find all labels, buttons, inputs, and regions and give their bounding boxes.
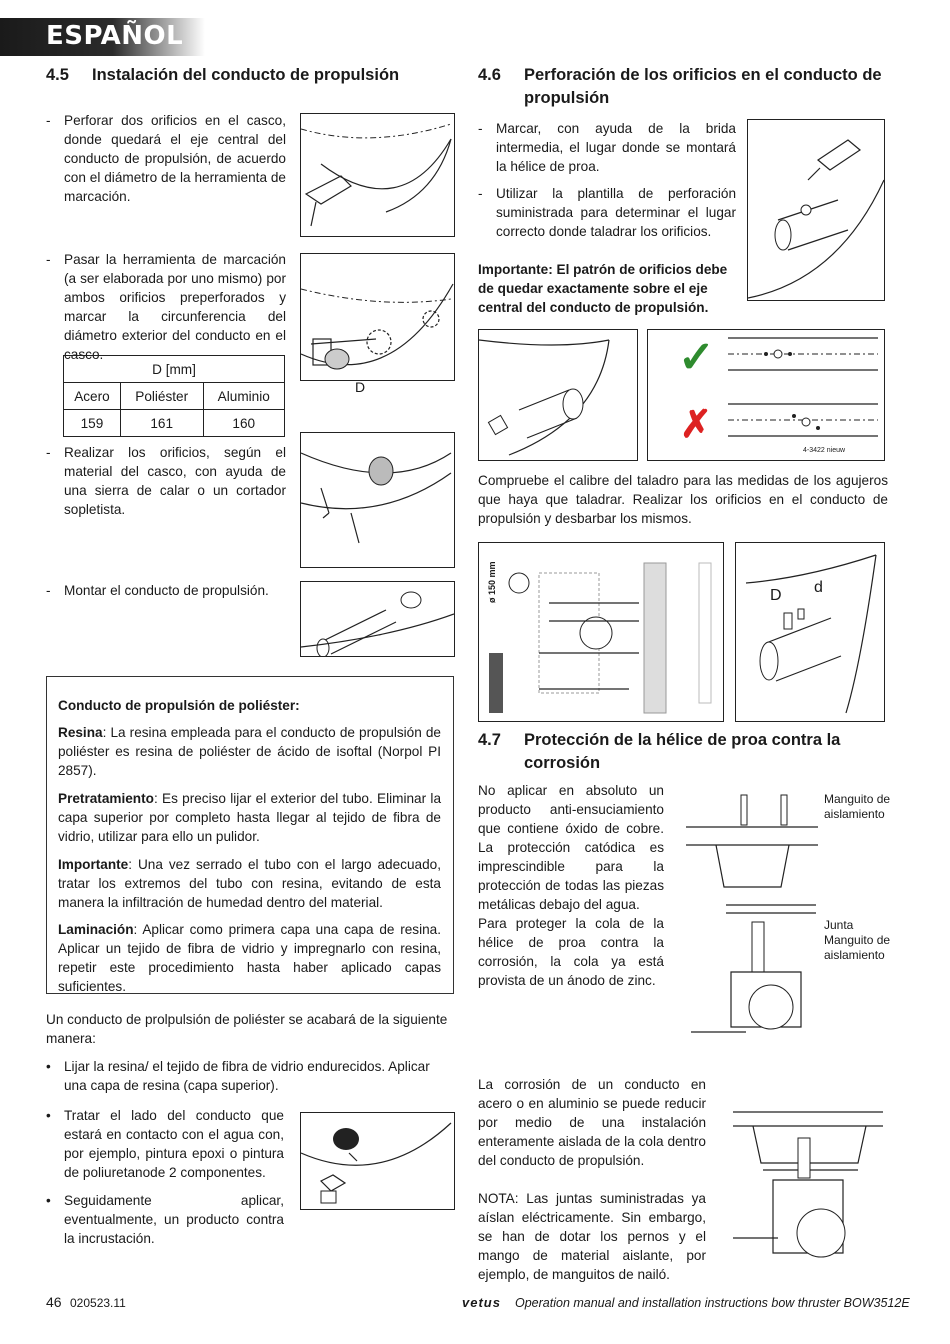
list-item: - Utilizar la plantilla de perforación suministrada para determinar el lugar correcto donde taladrar los orificios. <box>478 186 736 239</box>
figure-saw-cut <box>300 432 455 568</box>
list-item: - Montar el conducto de propulsión. <box>46 583 269 598</box>
list-item: - Marcar, con ayuda de la brida intermedia, el lugar donde se montará la hélice de proa. <box>478 121 736 174</box>
diameter-table <box>63 355 285 437</box>
box-paragraph: Importante: Una vez serrado el tubo con el largo adecuado, tratar los extremos del tubo con resina, evitando de esta manera la infiltración de humedad dentro del material. <box>58 857 441 910</box>
table-cell: 160 <box>203 410 285 437</box>
box-paragraph: Laminación: Aplicar como primera capa una capa de resina. Aplicar un tejido de fibra de vidrio y impregnarlo con resina, repetir este procedimiento hasta haber aplicado capas suficientes. <box>58 922 441 994</box>
cross-icon: ✗ <box>680 404 712 446</box>
figure-drilling-template <box>478 542 724 722</box>
section-title: Perforación de los orificios en el conducto de propulsión <box>524 66 882 107</box>
section-number: 4.6 <box>478 66 501 84</box>
section-4-7-heading <box>478 729 888 775</box>
figure-check-drill <box>735 542 885 722</box>
finish-intro: Un conducto de prolpulsión de poliéster se acabará de la siguiente manera: <box>46 1012 448 1046</box>
corrosion-paragraph: No aplicar en absoluto un producto anti-ensuciamiento que contiene óxido de cobre. La protección catódica es imprescindible para la protección de todas las piezas metálicas debajo del agua. <box>478 783 664 912</box>
table-col-header: Poliéster <box>120 383 203 410</box>
dimension-D: D <box>770 587 782 604</box>
figure-insulated-tail <box>733 1108 885 1278</box>
dimension-d: d <box>814 579 823 596</box>
bullet-item: • Lijar la resina/ el tejido de fibra de vidrio endurecidos. Aplicar una capa de resina (capa superior). <box>46 1059 430 1093</box>
list-item: - Pasar la herramienta de marcación (a ser elaborada por uno mismo) por ambos orificios preperforados y marcar la circunferencia del diámetro exterior del conducto en el casco. <box>46 252 286 362</box>
template-diameter: ø 150 mm <box>487 561 497 603</box>
bullet-item: • Tratar el lado del conducto que estará en contacto con el agua con, por ejemplo, pintura epoxi o pintura de poliuretanode 2 componentes. <box>46 1108 284 1180</box>
section-number: 4.7 <box>478 731 501 749</box>
box-paragraph: Resina: La resina empleada para el conducto de propulsión de poliéster es resina de poliéster de ácido de isoftal (Norpol PI 2857). <box>58 725 441 778</box>
document-code: 020523.11 <box>70 1296 126 1310</box>
language-label: ESPAÑOL <box>46 21 184 51</box>
figure-mount-tube <box>300 581 455 657</box>
section-4-5-heading <box>46 64 446 87</box>
table-col-header: Aluminio <box>203 383 285 410</box>
figure-hole-pattern <box>647 329 885 461</box>
section-4-6-heading <box>478 64 888 110</box>
figure-mark-circle <box>300 253 455 395</box>
note-paragraph: NOTA: Las juntas suministradas ya aíslan eléctricamente. Sin embargo, se han de dotar los pernos y el mango de material aislante, por ejemplo, de manguitos de nailó. <box>478 1191 706 1282</box>
check-icon: ✓ <box>678 333 715 382</box>
box-paragraph: Pretratamiento: Es preciso lijar el exterior del tubo. Eliminar la capa superior por completo hasta llegar al tejido de fibra de vidrio, utilizar para ello un pulidor. <box>58 791 441 844</box>
dimension-label: D <box>355 379 366 395</box>
figure-code: 4-3422 nieuw <box>803 447 846 454</box>
table-header: D [mm] <box>64 356 285 383</box>
figure-drill-hull <box>300 113 455 237</box>
figure-paint-tube <box>300 1112 455 1210</box>
brand-logo: vetus <box>462 1295 501 1310</box>
figure-tail-assembly <box>686 787 886 1047</box>
calibre-paragraph: Compruebe el calibre del taladro para las medidas de los agujeros que haya que taladrar. Realizar los orificios en el conducto de propulsión y desbarbar los mismos. <box>478 473 888 526</box>
corrosion-paragraph: Para proteger la cola de la hélice de proa contra la corrosión, la cola ya está provista de un ánodo de zinc. <box>478 916 664 988</box>
corrosion-paragraph: La corrosión de un conducto en acero o en aluminio se puede reducir por medio de una instalación enteramente aislada de la cola dentro del conducto de propulsión. <box>478 1077 706 1168</box>
page-number: 46 <box>46 1294 62 1310</box>
section-title: Instalación del conducto de propulsión <box>92 66 400 84</box>
list-item: - Realizar los orificios, según el material del casco, con ayuda de una sierra de calar o un cortador sopletista. <box>46 445 286 517</box>
list-item: - Perforar dos orificios en el casco, donde quedará el eje central del conducto de propulsión, de acuerdo con el diámetro de la herramienta de marcación. <box>46 113 286 204</box>
label-gasket: Junta <box>824 918 854 932</box>
section-title: Protección de la hélice de proa contra la corrosión <box>524 731 841 772</box>
label-insulation-sleeve-bottom: Manguito de aislamiento <box>824 933 891 962</box>
important-note: Importante: El patrón de orificios debe de quedar exactamente sobre el eje central del conducto de propulsión. <box>478 262 728 315</box>
section-number: 4.5 <box>46 66 69 84</box>
table-cell: 159 <box>64 410 121 437</box>
box-title: Conducto de propulsión de poliéster: <box>58 698 300 713</box>
table-col-header: Acero <box>64 383 121 410</box>
footer-title: Operation manual and installation instructions bow thruster BOW3512E <box>515 1296 910 1310</box>
figure-mark-flange <box>747 119 885 301</box>
bullet-item: • Seguidamente aplicar, eventualmente, un producto contra la incrustación. <box>46 1193 284 1246</box>
table-cell: 161 <box>120 410 203 437</box>
figure-template-tube <box>478 329 638 461</box>
label-insulation-sleeve-top: Manguito de aislamiento <box>824 792 891 821</box>
